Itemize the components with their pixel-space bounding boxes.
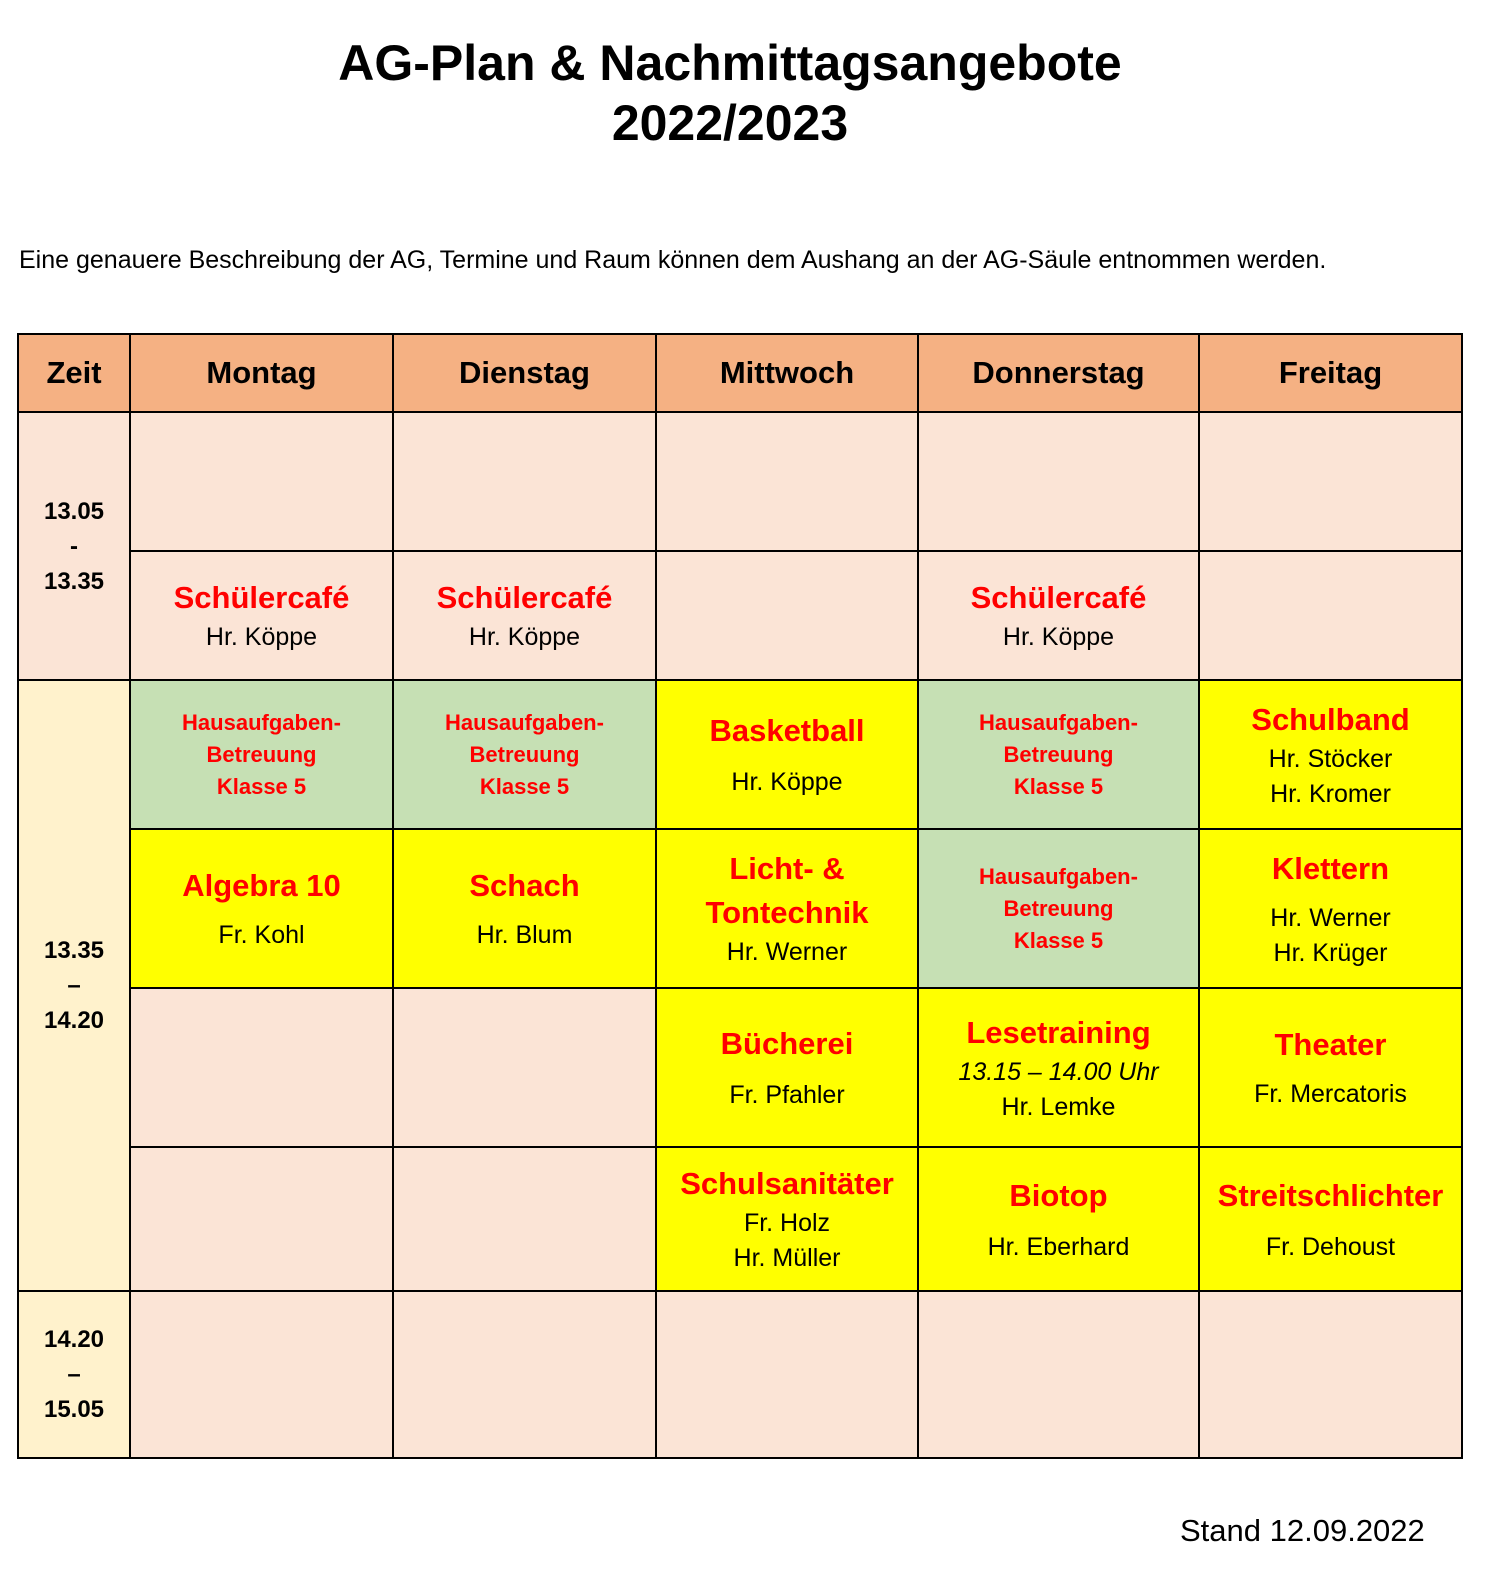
time-slot-1: 13.05 - 13.35 bbox=[18, 412, 130, 680]
time-slot-3: 14.20 – 15.05 bbox=[18, 1291, 130, 1458]
table-row bbox=[18, 551, 1462, 680]
empty-cell bbox=[656, 412, 918, 551]
cell-mittwoch-licht-tontechnik: Licht- & Tontechnik Hr. Werner bbox=[656, 829, 918, 988]
cell-freitag-schulband: Schulband Hr. Stöcker Hr. Kromer bbox=[1199, 680, 1462, 829]
empty-cell bbox=[393, 988, 656, 1147]
page-subtitle-year: 2022/2023 bbox=[611, 95, 849, 151]
cell-donnerstag-hausaufgaben-2: Hausaufgaben- Betreuung Klasse 5 bbox=[918, 829, 1199, 988]
empty-cell bbox=[393, 412, 656, 551]
table-row bbox=[18, 680, 1462, 829]
cell-freitag-streitschlichter: Streitschlichter Fr. Dehoust bbox=[1199, 1147, 1462, 1291]
cell-montag-algebra: Algebra 10 Fr. Kohl bbox=[130, 829, 393, 988]
cell-mittwoch-basketball: Basketball Hr. Köppe bbox=[656, 680, 918, 829]
cell-donnerstag-schuelercafe: Schülercafé Hr. Köppe bbox=[918, 551, 1199, 680]
header-montag: Montag bbox=[130, 334, 393, 412]
empty-cell bbox=[1199, 551, 1462, 680]
cell-freitag-klettern: Klettern Hr. Werner Hr. Krüger bbox=[1199, 829, 1462, 988]
empty-cell bbox=[656, 1291, 918, 1458]
cell-donnerstag-lesetraining: Lesetraining 13.15 – 14.00 Uhr Hr. Lemke bbox=[918, 988, 1199, 1147]
cell-dienstag-schach: Schach Hr. Blum bbox=[393, 829, 656, 988]
cell-mittwoch-buecherei: Bücherei Fr. Pfahler bbox=[656, 988, 918, 1147]
table-row bbox=[18, 988, 1462, 1147]
empty-cell bbox=[393, 1291, 656, 1458]
empty-cell bbox=[130, 988, 393, 1147]
empty-cell bbox=[1199, 1291, 1462, 1458]
empty-cell bbox=[130, 1291, 393, 1458]
empty-cell bbox=[393, 1147, 656, 1291]
cell-freitag-theater: Theater Fr. Mercatoris bbox=[1199, 988, 1462, 1147]
cell-montag-schuelercafe: Schülercafé Hr. Köppe bbox=[130, 551, 393, 680]
header-row bbox=[18, 334, 1462, 412]
table-row bbox=[18, 412, 1462, 551]
cell-donnerstag-hausaufgaben: Hausaufgaben- Betreuung Klasse 5 bbox=[918, 680, 1199, 829]
empty-cell bbox=[1199, 412, 1462, 551]
table-row bbox=[18, 829, 1462, 988]
empty-cell bbox=[656, 551, 918, 680]
cell-dienstag-schuelercafe: Schülercafé Hr. Köppe bbox=[393, 551, 656, 680]
cell-montag-hausaufgaben: Hausaufgaben- Betreuung Klasse 5 bbox=[130, 680, 393, 829]
time-slot-2: 13.35 – 14.20 bbox=[18, 680, 130, 1291]
empty-cell bbox=[130, 412, 393, 551]
stand-date: Stand 12.09.2022 bbox=[1180, 1513, 1425, 1548]
page-title: AG-Plan & Nachmittagsangebote bbox=[338, 35, 1122, 91]
header-mittwoch: Mittwoch bbox=[656, 334, 918, 412]
table-row bbox=[18, 1291, 1462, 1458]
header-donnerstag: Donnerstag bbox=[918, 334, 1199, 412]
table-row bbox=[18, 1147, 1462, 1291]
empty-cell bbox=[918, 1291, 1199, 1458]
empty-cell bbox=[130, 1147, 393, 1291]
header-zeit: Zeit bbox=[18, 334, 130, 412]
cell-donnerstag-biotop: Biotop Hr. Eberhard bbox=[918, 1147, 1199, 1291]
header-freitag: Freitag bbox=[1199, 334, 1462, 412]
cell-dienstag-hausaufgaben: Hausaufgaben- Betreuung Klasse 5 bbox=[393, 680, 656, 829]
intro-text: Eine genauere Beschreibung der AG, Termine und Raum können dem Aushang an der AG-Säule entnommen werden. bbox=[19, 246, 1327, 274]
cell-mittwoch-schulsanitaeter: Schulsanitäter Fr. Holz Hr. Müller bbox=[656, 1147, 918, 1291]
schedule-table bbox=[17, 333, 1463, 1459]
empty-cell bbox=[918, 412, 1199, 551]
header-dienstag: Dienstag bbox=[393, 334, 656, 412]
